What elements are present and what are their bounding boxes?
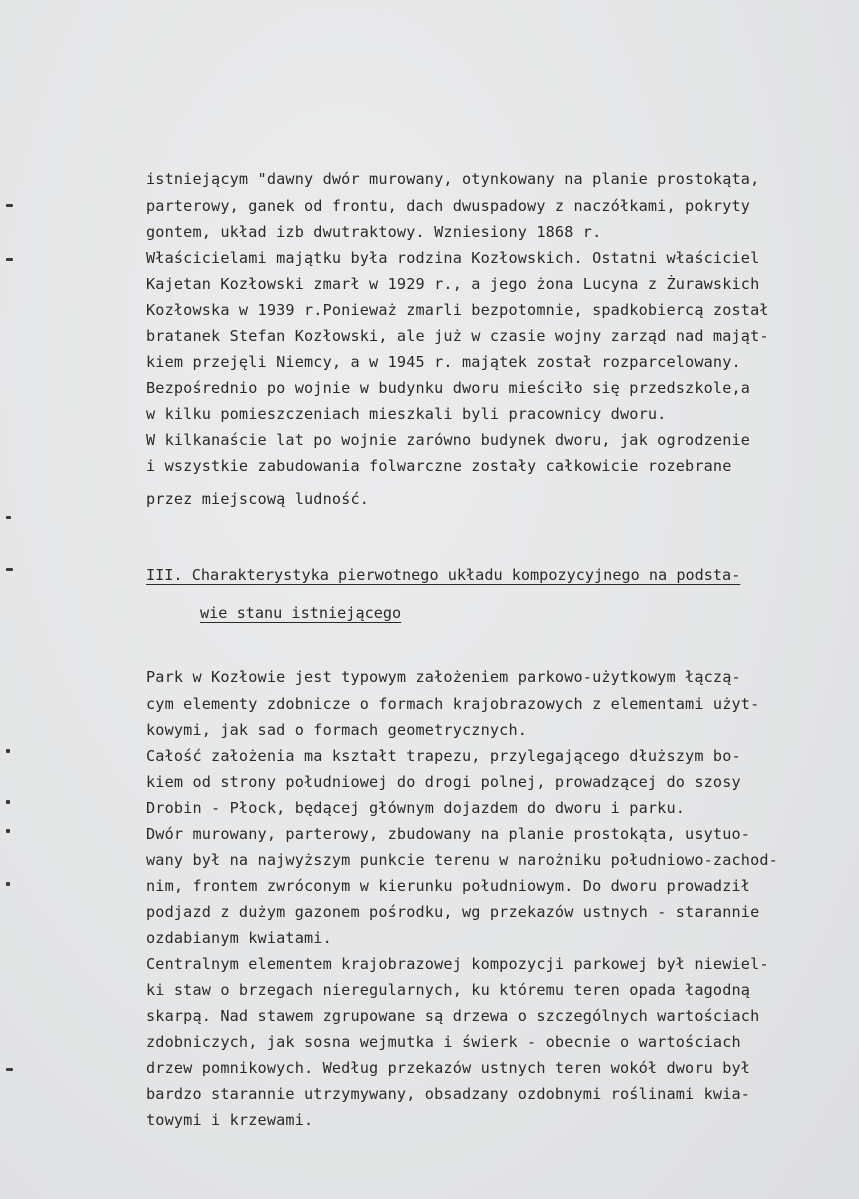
margin-mark [6, 568, 13, 571]
text-line: bardzo starannie utrzymywany, obsadzany ozdobnymi roślinami kwia- [146, 1085, 751, 1103]
text-line: zdobniczych, jak sosna wejmutka i świerk - obecnie o wartościach [146, 1033, 741, 1051]
text-line: kiem od strony południowej do drogi polnej, prowadzącej do szosy [146, 773, 741, 791]
text-line: Park w Kozłowie jest typowym założeniem parkowo-użytkowym łączą- [146, 668, 741, 686]
text-line: wany był na najwyższym punkcie terenu w narożniku południowo-zachod- [146, 851, 778, 869]
text-line: Kajetan Kozłowski zmarł w 1929 r., a jego żona Lucyna z Żurawskich [146, 275, 760, 293]
text-line: skarpą. Nad stawem zgrupowane są drzewa o szczególnych wartościach [146, 1007, 760, 1025]
text-line: przez miejscową ludność. [146, 490, 370, 508]
text-line: bratanek Stefan Kozłowski, ale już w czasie wojny zarząd nad mająt- [146, 327, 769, 345]
margin-mark [6, 516, 11, 519]
text-line: ozdabianym kwiatami. [146, 929, 332, 947]
section-heading-line2: wie stanu istniejącego [200, 604, 402, 622]
text-line: Kozłowska w 1939 r.Ponieważ zmarli bezpotomnie, spadkobiercą został [146, 301, 769, 319]
section-heading-line1: III. Charakterystyka pierwotnego układu kompozycyjnego na podsta- [146, 566, 741, 584]
text-line: kowymi, jak sad o formach geometrycznych. [146, 721, 528, 739]
text-line: w kilku pomieszczeniach mieszkali byli pracownicy dworu. [146, 405, 667, 423]
margin-mark [6, 800, 10, 804]
margin-mark [6, 749, 10, 753]
margin-mark [6, 829, 10, 833]
text-line: Właścicielami majątku była rodzina Kozłowskich. Ostatni właściciel [146, 249, 760, 267]
text-line: nim, frontem zwróconym w kierunku południowym. Do dworu prowadził [146, 877, 751, 895]
text-line: Całość założenia ma kształt trapezu, przylegającego dłuższym bo- [146, 747, 741, 765]
text-line: drzew pomnikowych. Według przekazów ustnych teren wokół dworu był [146, 1059, 751, 1077]
text-line: kiem przejęli Niemcy, a w 1945 r. majątek został rozparcelowany. [146, 353, 741, 371]
text-line: istniejącym "dawny dwór murowany, otynkowany na planie prostokąta, [146, 170, 760, 188]
margin-mark [6, 204, 13, 207]
text-line: Centralnym elementem krajobrazowej kompozycji parkowej był niewiel- [146, 955, 769, 973]
text-line: gontem, układ izb dwutraktowy. Wzniesiony 1868 r. [146, 223, 602, 241]
text-line: Dwór murowany, parterowy, zbudowany na planie prostokąta, usytuo- [146, 825, 751, 843]
text-line: Bezpośrednio po wojnie w budynku dworu mieściło się przedszkole,a [146, 379, 751, 397]
margin-mark [6, 258, 13, 261]
text-line: i wszystkie zabudowania folwarczne zostały całkowicie rozebrane [146, 457, 732, 475]
text-line: parterowy, ganek od frontu, dach dwuspadowy z naczółkami, pokryty [146, 197, 751, 215]
text-line: ki staw o brzegach nieregularnych, ku któremu teren opada łagodną [146, 981, 751, 999]
text-line: towymi i krzewami. [146, 1111, 314, 1129]
margin-mark [6, 1068, 13, 1071]
text-line: podjazd z dużym gazonem pośrodku, wg przekazów ustnych - starannie [146, 903, 760, 921]
margin-mark [6, 882, 10, 886]
text-line: Drobin - Płock, będącej głównym dojazdem do dworu i parku. [146, 799, 686, 817]
text-line: W kilkanaście lat po wojnie zarówno budynek dworu, jak ogrodzenie [146, 431, 751, 449]
text-line: cym elementy zdobnicze o formach krajobrazowych z elementami użyt- [146, 695, 760, 713]
